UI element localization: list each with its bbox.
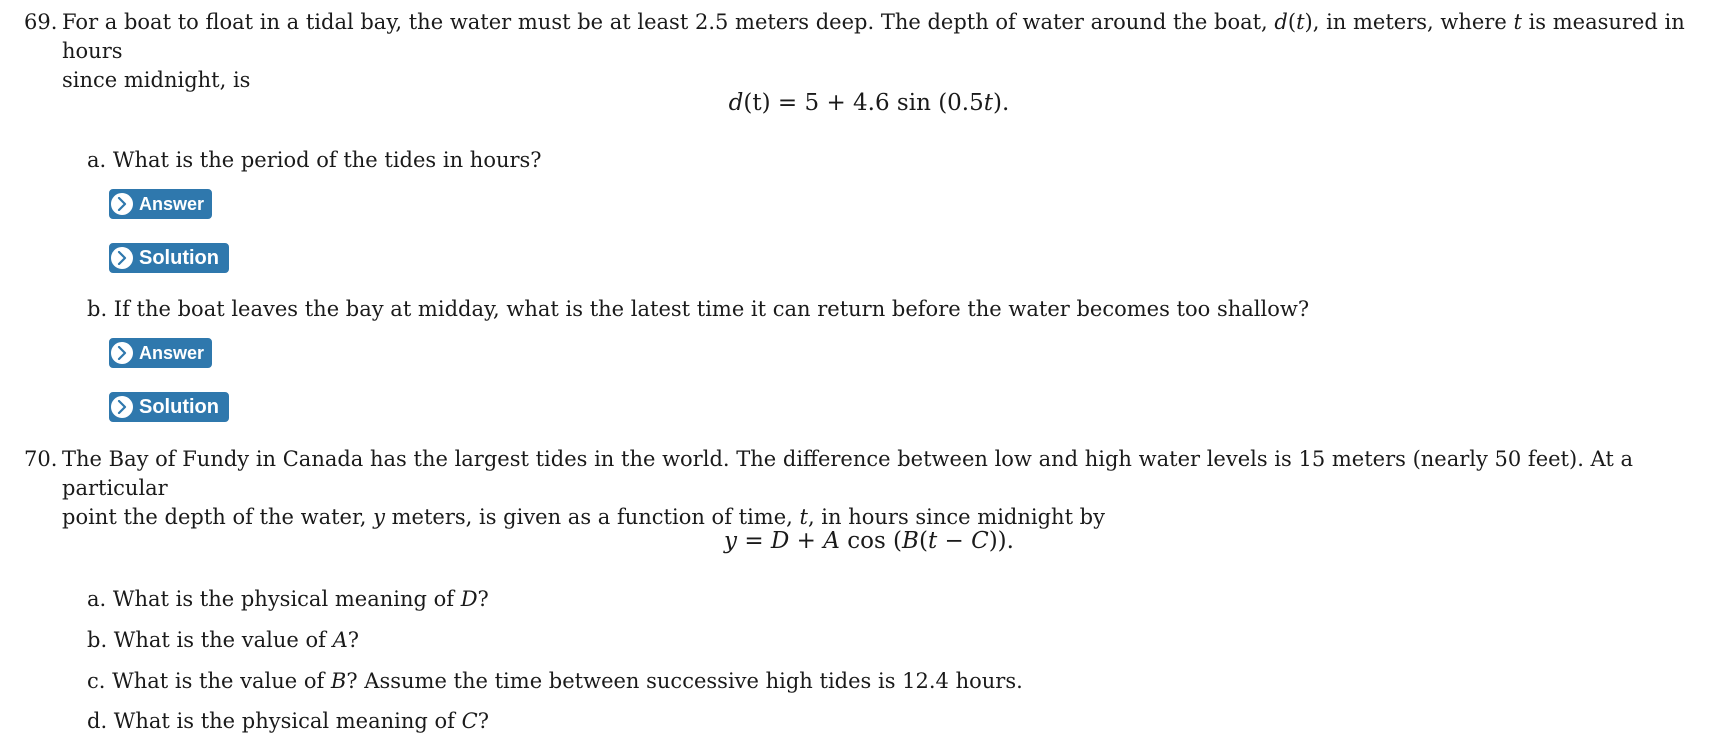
problem-70-part-d: d. What is the physical meaning of C? [87, 709, 489, 733]
chevron-right-icon [109, 245, 135, 271]
problem-69-part-b: b. If the boat leaves the bay at midday, what is the latest time it can return before the water becomes too shallow? [87, 297, 1310, 321]
formula-depth: d(t) = 5 + 4.6 sin (0.5t). [728, 90, 1010, 116]
problem-70-statement: 70. The Bay of Fundy in Canada has the largest tides in the world. The difference between low and high water levels is 15 meters (nearly 50 feet). At a particular point the depth of the water, y meters, is given as a function of time, t, in hours since midnight by [24, 447, 1633, 529]
problem-69 [24, 8, 1714, 95]
solution-button-69a[interactable]: Solution [109, 243, 229, 273]
formula-fundy: y = D + A cos (B(t − C)). [724, 528, 1014, 554]
chevron-right-icon [109, 191, 135, 217]
problem-70 [24, 445, 1714, 532]
solution-button-69b[interactable]: Solution [109, 392, 229, 422]
answer-button-69b[interactable]: Answer [109, 338, 212, 368]
problem-69-part-a: a. What is the period of the tides in hours? [87, 148, 542, 172]
chevron-right-icon [109, 394, 135, 420]
problem-69-statement: 69. For a boat to float in a tidal bay, the water must be at least 2.5 meters deep. The depth of water around the boat, d(t), in meters, where t is measured in hours since midnight, is [24, 10, 1685, 92]
problem-70-part-a: a. What is the physical meaning of D? [87, 587, 489, 611]
problem-70-part-c: c. What is the value of B? Assume the time between successive high tides is 12.4 hours. [87, 669, 1023, 693]
problem-number: 70. [24, 447, 58, 471]
answer-button-69a[interactable]: Answer [109, 189, 212, 219]
problem-number: 69. [24, 10, 58, 34]
chevron-right-icon [109, 340, 135, 366]
problem-70-part-b: b. What is the value of A? [87, 628, 360, 652]
